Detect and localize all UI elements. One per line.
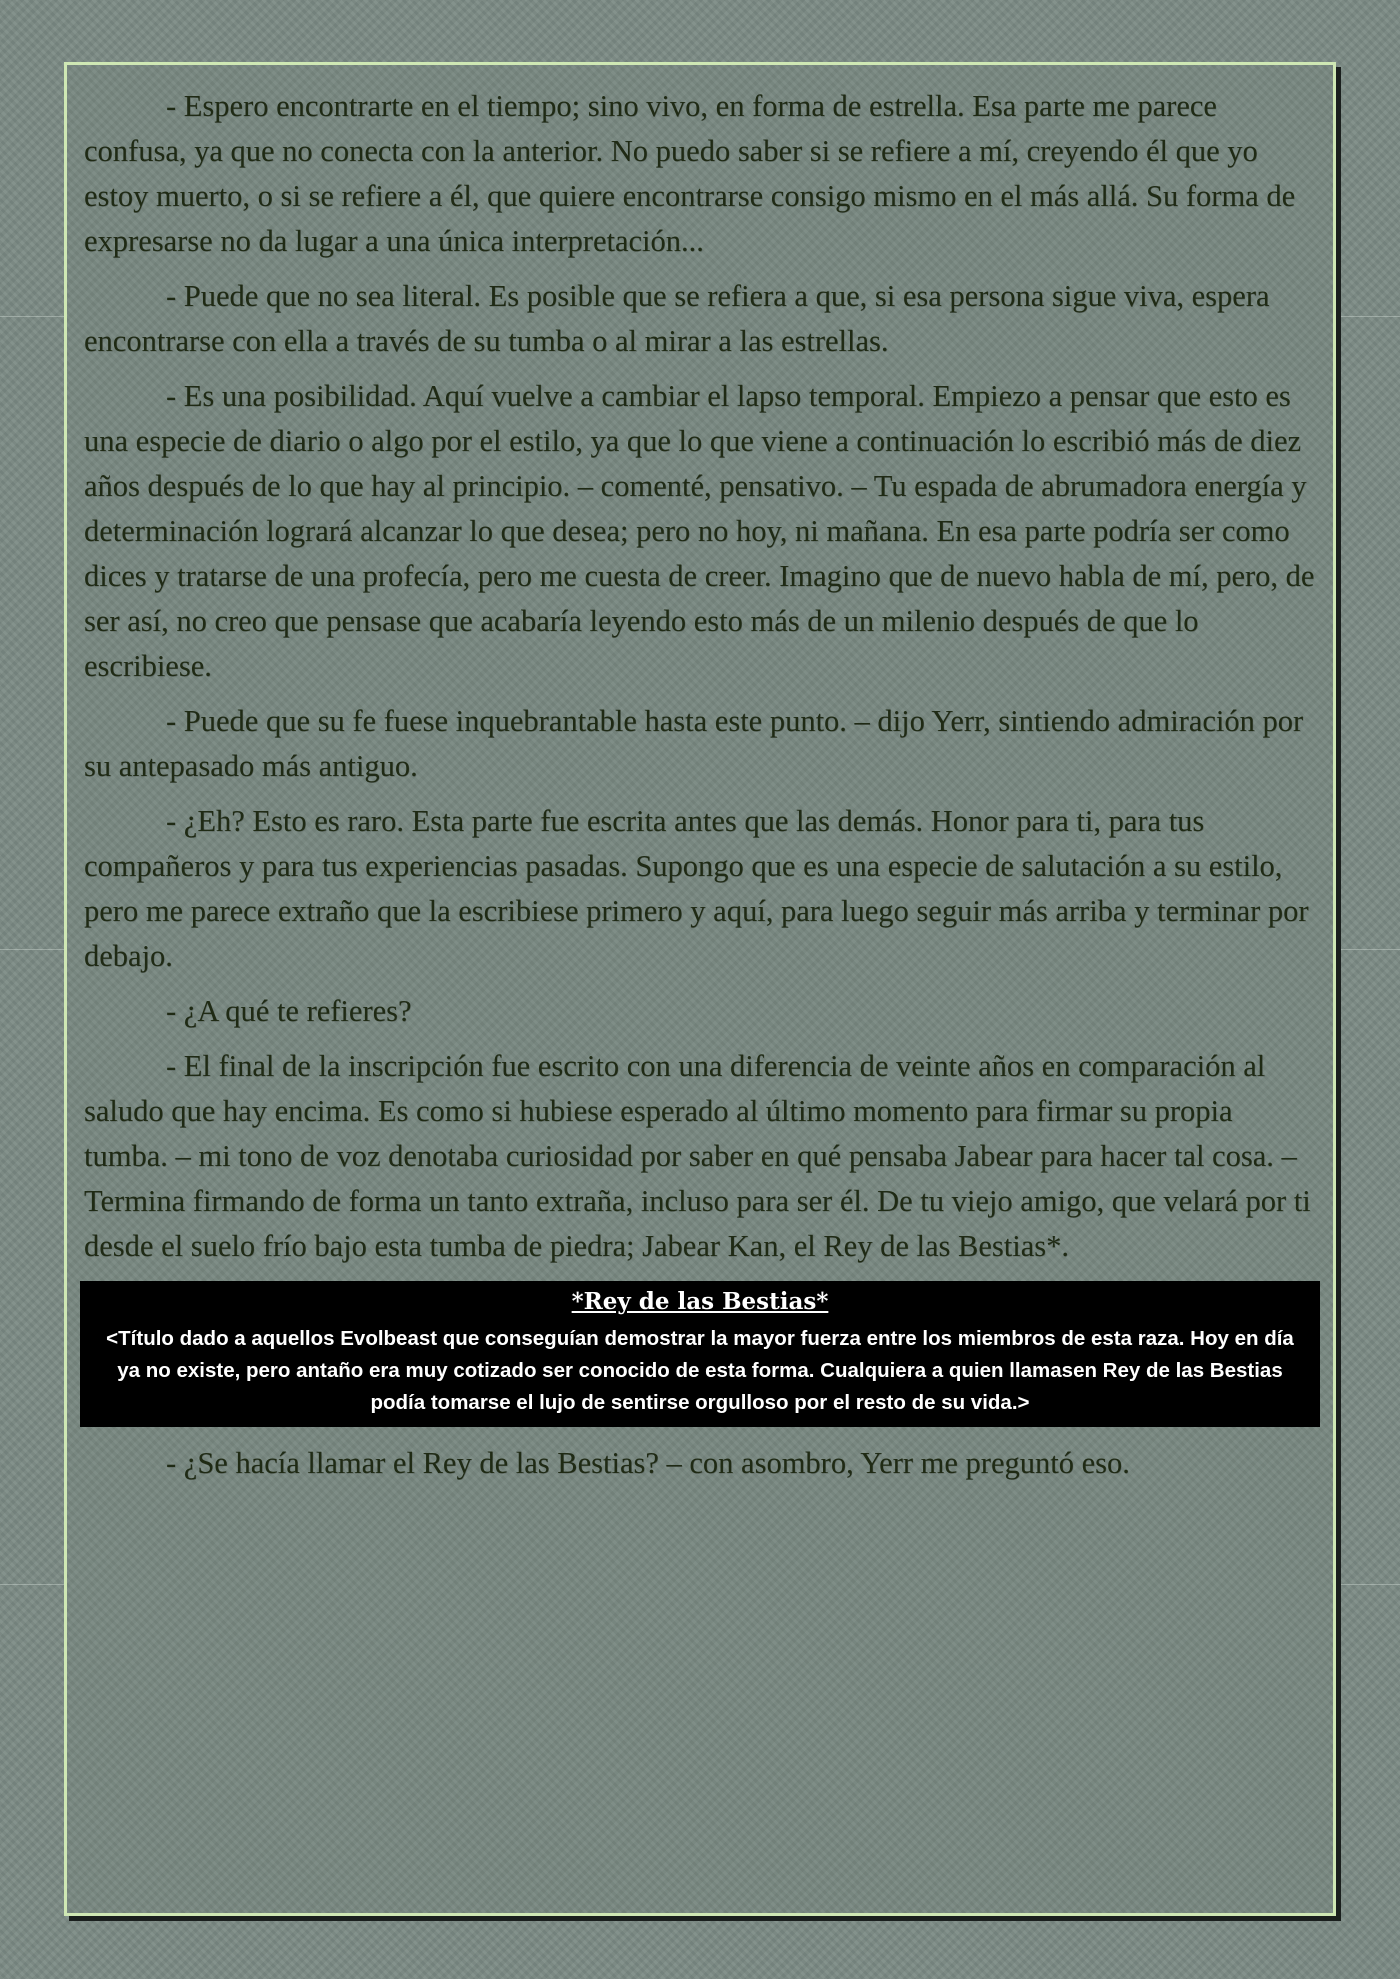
- paragraph: - ¿A qué te refieres?: [166, 994, 412, 1028]
- footnote-body: <Título dado a aquellos Evolbeast que conseguían demostrar la mayor fuerza entre los miembros de esta raza. Hoy en día ya no existe, pero antaño era muy cotizado ser conocido de esta forma. Cualquiera a quien llamasen Rey de las Bestias podía tomarse el lujo de sentirse orgulloso por el resto de su vida.>: [106, 1327, 1294, 1414]
- paragraph: - Es una posibilidad. Aquí vuelve a cambiar el lapso temporal. Empiezo a pensar que esto es una especie de diario o algo por el estilo, ya que lo que viene a continuación lo escribió más de diez años después de lo que hay al principio. – comenté, pensativo. – Tu espada de abrumadora energía y determinación logrará alcanzar lo que desea; pero no hoy, ni mañana. En esa parte podría ser como dices y tratarse de una profecía, pero me cuesta de creer. Imagino que de nuevo habla de mí, pero, de ser así, no creo que pensase que acabaría leyendo esto más de un milenio después de que lo escribiese.: [84, 379, 1315, 683]
- paragraph: - Espero encontrarte en el tiempo; sino vivo, en forma de estrella. Esa parte me parece confusa, ya que no conecta con la anterior. No puedo saber si se refiere a mí, creyendo él que yo estoy muerto, o si se refiere a él, que quiere encontrarse consigo mismo en el más allá. Su forma de expresarse no da lugar a una única interpretación...: [84, 89, 1296, 258]
- footnote-box: [80, 1281, 1320, 1427]
- footnote-title: *Rey de las Bestias*: [571, 1288, 829, 1315]
- paragraph: - Puede que su fe fuese inquebrantable hasta este punto. – dijo Yerr, sintiendo admiración por su antepasado más antiguo.: [84, 704, 1304, 783]
- paragraph: - ¿Eh? Esto es raro. Esta parte fue escrita antes que las demás. Honor para ti, para tus compañeros y para tus experiencias pasadas. Supongo que es una especie de salutación a su estilo, pero me parece extraño que la escribiese primero y aquí, para luego seguir más arriba y terminar por debajo.: [84, 804, 1309, 973]
- paragraph: - ¿Se hacía llamar el Rey de las Bestias? – con asombro, Yerr me preguntó eso.: [166, 1446, 1130, 1480]
- paragraph: - El final de la inscripción fue escrito con una diferencia de veinte años en comparación al saludo que hay encima. Es como si hubiese esperado al último momento para firmar su propia tumba. – mi tono de voz denotaba curiosidad por saber en qué pensaba Jabear para hacer tal cosa. – Termina firmando de forma un tanto extraña, incluso para ser él. De tu viejo amigo, que velará por ti desde el suelo frío bajo esta tumba de piedra; Jabear Kan, el Rey de las Bestias*.: [84, 1049, 1311, 1263]
- text-area: [84, 84, 1316, 1496]
- paragraph: - Puede que no sea literal. Es posible que se refiera a que, si esa persona sigue viva, espera encontrarse con ella a través de su tumba o al mirar a las estrellas.: [84, 279, 1270, 358]
